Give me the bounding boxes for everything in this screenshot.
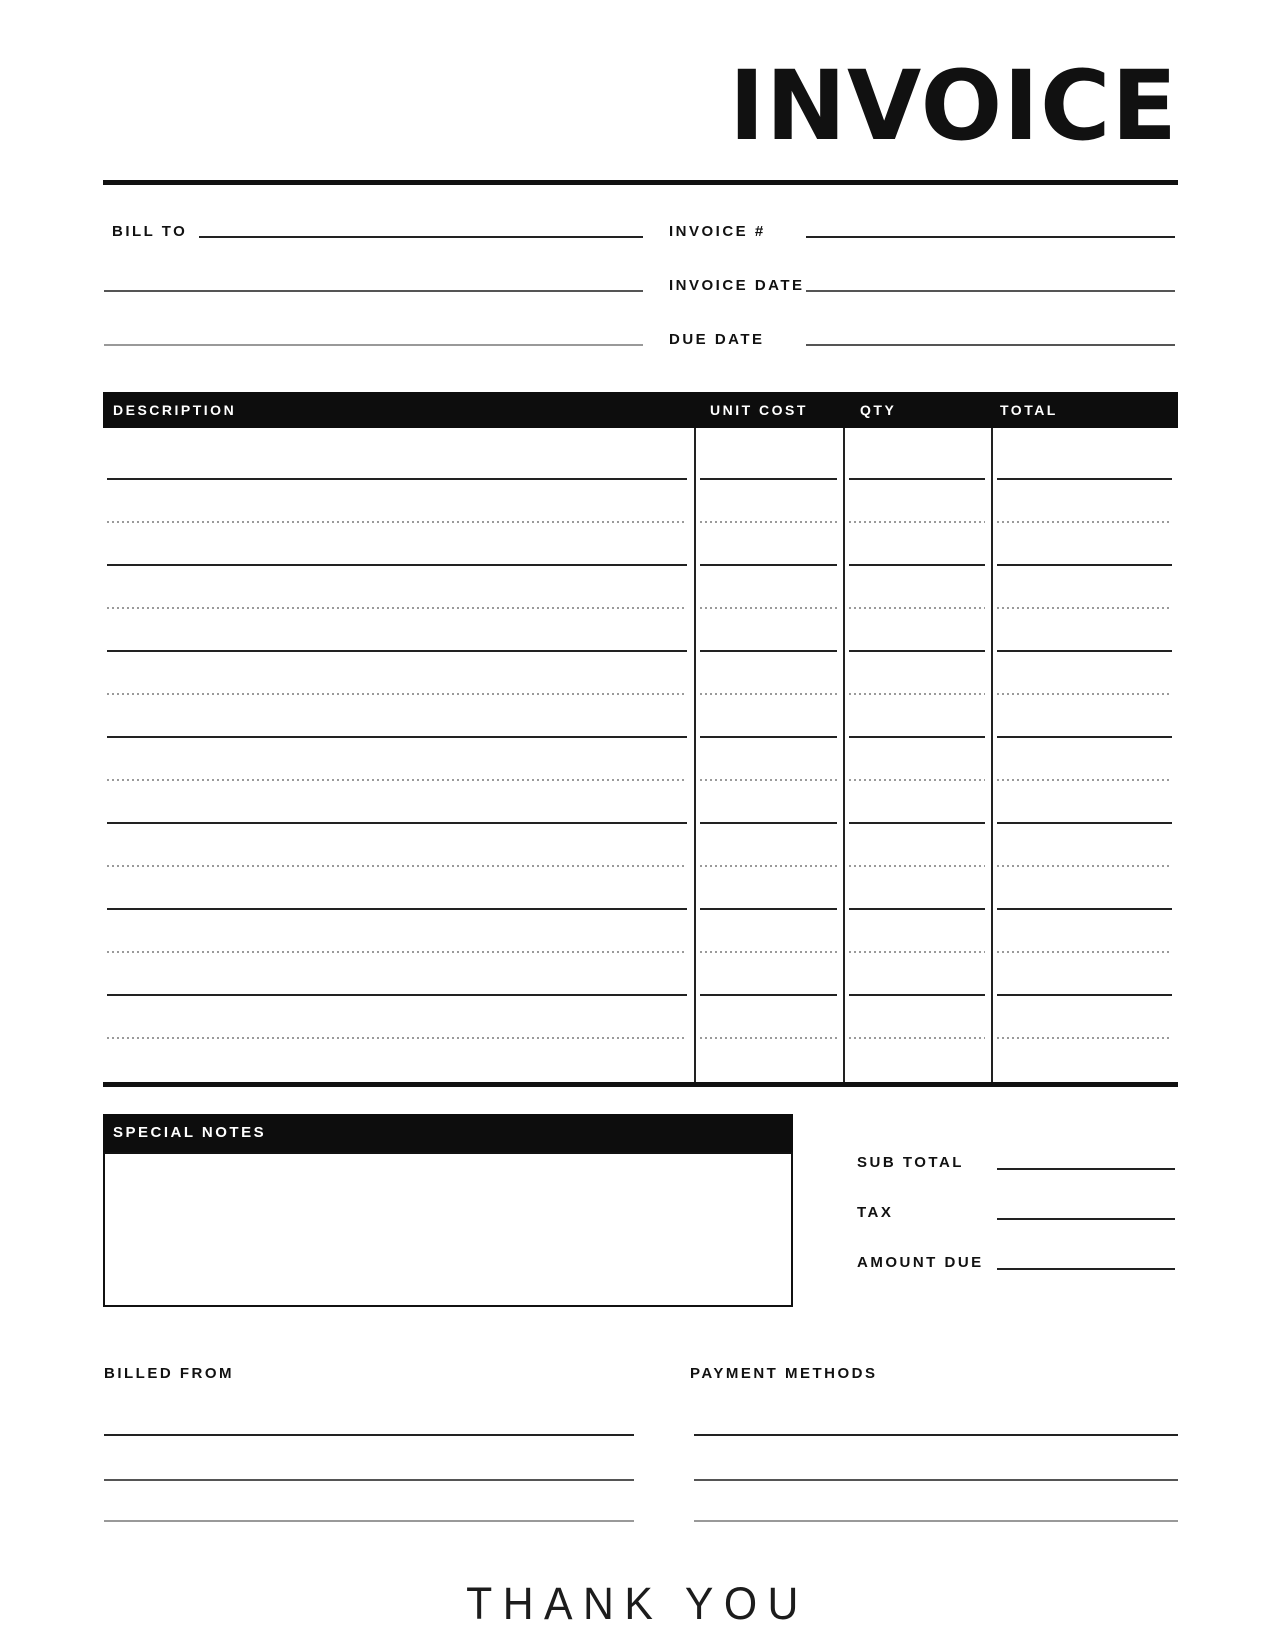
table-cell-line[interactable] (700, 822, 837, 824)
table-cell-line[interactable] (700, 693, 837, 695)
payment-methods-line-3[interactable] (694, 1520, 1178, 1522)
table-cell-line[interactable] (997, 736, 1172, 738)
table-cell-line[interactable] (849, 994, 985, 996)
billed-from-line-2[interactable] (104, 1479, 634, 1481)
table-cell-line[interactable] (997, 521, 1172, 523)
table-header-bar (103, 392, 1178, 428)
bill-to-line-3[interactable] (104, 344, 643, 346)
thank-you-text: THANK YOU (466, 1578, 809, 1629)
table-cell-line[interactable] (700, 478, 837, 480)
invoice-number-line[interactable] (806, 236, 1175, 238)
table-cell-line[interactable] (700, 951, 837, 953)
table-cell-line[interactable] (997, 994, 1172, 996)
table-cell-line[interactable] (849, 779, 985, 781)
top-divider (103, 180, 1178, 185)
column-qty-label: QTY (860, 402, 897, 418)
table-cell-line[interactable] (107, 951, 687, 953)
table-cell-line[interactable] (997, 564, 1172, 566)
column-unit-cost-label: UNIT COST (710, 402, 808, 418)
table-cell-line[interactable] (849, 822, 985, 824)
column-divider (991, 428, 993, 1082)
table-cell-line[interactable] (997, 478, 1172, 480)
table-cell-line[interactable] (107, 478, 687, 480)
payment-methods-line-2[interactable] (694, 1479, 1178, 1481)
special-notes-label: SPECIAL NOTES (113, 1124, 267, 1141)
invoice-number-label: INVOICE # (669, 223, 766, 240)
table-cell-line[interactable] (107, 736, 687, 738)
table-cell-line[interactable] (997, 951, 1172, 953)
table-cell-line[interactable] (107, 994, 687, 996)
column-divider (843, 428, 845, 1082)
table-cell-line[interactable] (849, 865, 985, 867)
table-cell-line[interactable] (849, 521, 985, 523)
table-cell-line[interactable] (997, 779, 1172, 781)
tax-label: TAX (857, 1204, 894, 1221)
table-cell-line[interactable] (700, 865, 837, 867)
column-total-label: TOTAL (1000, 402, 1058, 418)
table-cell-line[interactable] (849, 736, 985, 738)
table-cell-line[interactable] (107, 1037, 687, 1039)
table-cell-line[interactable] (997, 1037, 1172, 1039)
bill-to-line-1[interactable] (199, 236, 643, 238)
table-cell-line[interactable] (849, 693, 985, 695)
due-date-label: DUE DATE (669, 331, 765, 348)
table-cell-line[interactable] (107, 693, 687, 695)
table-cell-line[interactable] (849, 951, 985, 953)
table-cell-line[interactable] (849, 607, 985, 609)
table-cell-line[interactable] (700, 779, 837, 781)
billed-from-line-3[interactable] (104, 1520, 634, 1522)
sub-total-label: SUB TOTAL (857, 1154, 964, 1171)
invoice-date-label: INVOICE DATE (669, 277, 805, 294)
table-cell-line[interactable] (700, 908, 837, 910)
table-cell-line[interactable] (700, 607, 837, 609)
table-cell-line[interactable] (107, 607, 687, 609)
table-cell-line[interactable] (700, 1037, 837, 1039)
column-description-label: DESCRIPTION (113, 402, 237, 418)
table-cell-line[interactable] (997, 908, 1172, 910)
invoice-date-line[interactable] (806, 290, 1175, 292)
bill-to-line-2[interactable] (104, 290, 643, 292)
payment-methods-label: PAYMENT METHODS (690, 1365, 878, 1382)
table-cell-line[interactable] (849, 908, 985, 910)
amount-due-label: AMOUNT DUE (857, 1254, 984, 1271)
table-bottom-divider (103, 1082, 1178, 1087)
table-cell-line[interactable] (997, 865, 1172, 867)
table-cell-line[interactable] (107, 908, 687, 910)
invoice-title: INVOICE (728, 50, 1178, 162)
bill-to-label: BILL TO (112, 223, 188, 240)
table-cell-line[interactable] (849, 1037, 985, 1039)
special-notes-header (103, 1114, 793, 1152)
amount-due-line[interactable] (997, 1268, 1175, 1270)
table-cell-line[interactable] (997, 607, 1172, 609)
table-cell-line[interactable] (107, 779, 687, 781)
table-cell-line[interactable] (107, 822, 687, 824)
table-cell-line[interactable] (997, 693, 1172, 695)
table-cell-line[interactable] (700, 564, 837, 566)
table-cell-line[interactable] (107, 865, 687, 867)
column-divider (694, 428, 696, 1082)
table-cell-line[interactable] (849, 650, 985, 652)
billed-from-label: BILLED FROM (104, 1365, 234, 1382)
table-cell-line[interactable] (107, 521, 687, 523)
tax-line[interactable] (997, 1218, 1175, 1220)
special-notes-box[interactable] (103, 1152, 793, 1307)
table-cell-line[interactable] (107, 650, 687, 652)
payment-methods-line-1[interactable] (694, 1434, 1178, 1436)
table-cell-line[interactable] (997, 822, 1172, 824)
billed-from-line-1[interactable] (104, 1434, 634, 1436)
due-date-line[interactable] (806, 344, 1175, 346)
table-cell-line[interactable] (700, 736, 837, 738)
table-cell-line[interactable] (849, 478, 985, 480)
table-cell-line[interactable] (700, 650, 837, 652)
table-cell-line[interactable] (107, 564, 687, 566)
table-cell-line[interactable] (700, 521, 837, 523)
table-cell-line[interactable] (700, 994, 837, 996)
sub-total-line[interactable] (997, 1168, 1175, 1170)
table-cell-line[interactable] (849, 564, 985, 566)
table-cell-line[interactable] (997, 650, 1172, 652)
